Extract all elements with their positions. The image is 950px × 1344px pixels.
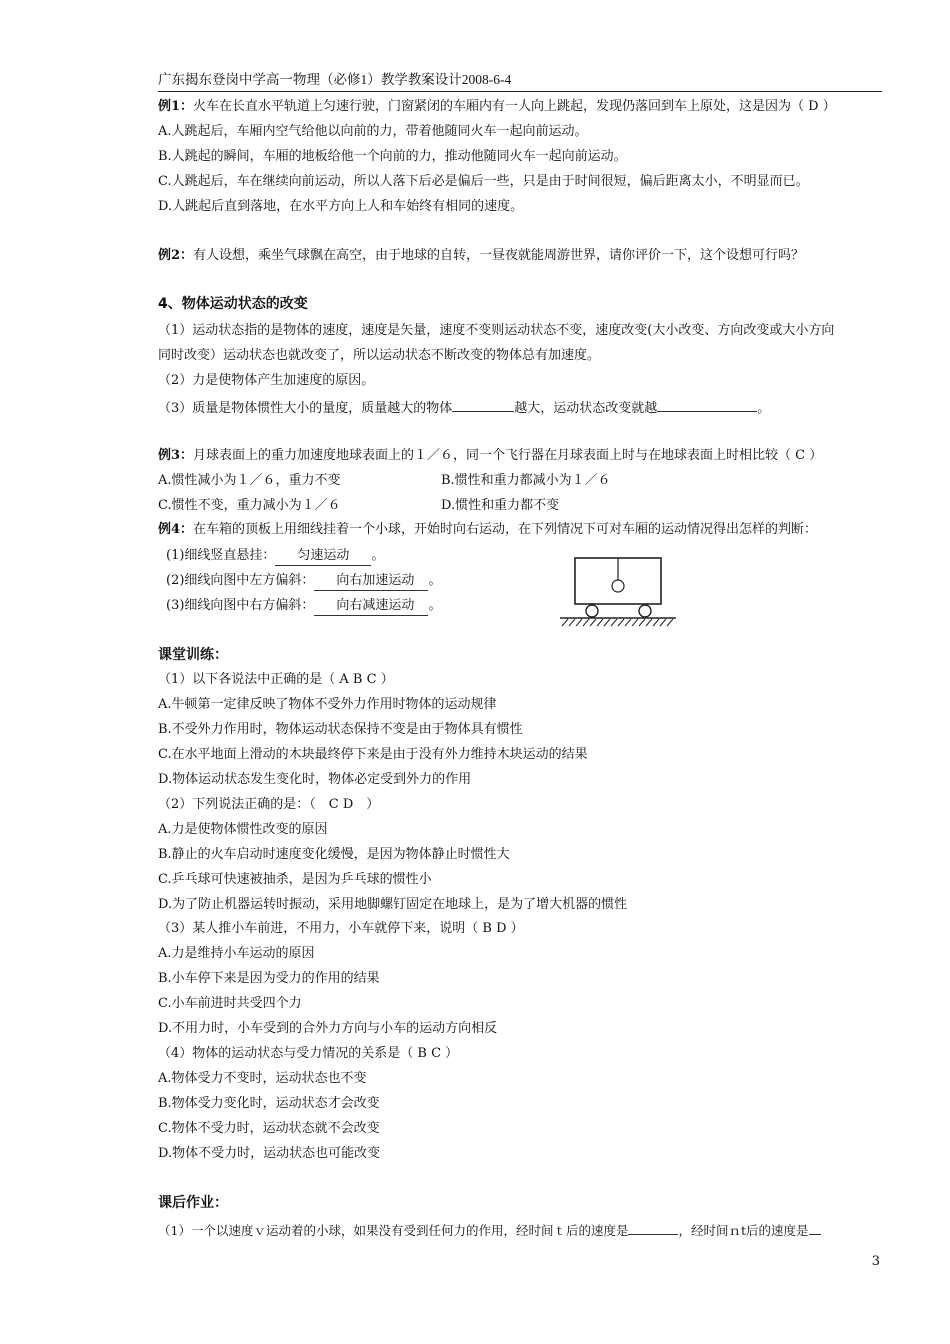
carriage-diagram (557, 554, 679, 634)
practice-q4-option-b: B.物体受力变化时，运动状态才会改变 (158, 1096, 380, 1111)
blank-line (809, 1220, 821, 1235)
practice-q3-option-b: B.小车停下来是因为受力的作用的结果 (158, 971, 380, 986)
section-4-heading: 4、物体运动状态的改变 (158, 296, 308, 312)
practice-q1-option-b: B.不受外力作用时，物体运动状态保持不变是由于物体具有惯性 (158, 722, 523, 737)
practice-q3-option-c: C.小车前进时共受四个力 (158, 996, 302, 1011)
example-1-option-a: A.人跳起后，车厢内空气给他以向前的力，带着他随同火车一起向前运动。 (158, 124, 588, 139)
section-4-para-1-line-2: 同时改变）运动状态也就改变了，所以运动状态不断改变的物体总有加速度。 (158, 348, 601, 363)
hanging-ball (612, 580, 624, 592)
example-3-question: 例3：月球表面上的重力加速度地球表面上的１／６，同一个飞行器在月球表面上时与在地球表面上时相比较（ C ） (158, 448, 823, 463)
section-4-para-1-line-1: （1）运动状态指的是物体的速度，速度是矢量，速度不变则运动状态不变，速度改变(大小改变、方向改变或大小方向 (158, 323, 835, 338)
example-1-option-d: D.人跳起后直到落地，在水平方向上人和车始终有相同的速度。 (158, 199, 524, 214)
practice-q3: （3）某人推小车前进，不用力，小车就停下来，说明（ B D ） (158, 921, 524, 936)
example-3-option-c: C.惯性不变，重力减小为１／６ (158, 498, 341, 513)
blank-line (657, 397, 757, 412)
left-wheel (586, 605, 598, 617)
section-4-para-3: （3）质量是物体惯性大小的量度，质量越大的物体 越大，运动状态改变就越 。 (158, 397, 770, 418)
practice-q4-option-c: C.物体不受力时，运动状态就不会改变 (158, 1121, 380, 1136)
practice-q2-option-a: A.力是使物体惯性改变的原因 (158, 822, 328, 837)
practice-q2-option-c: C.乒乓球可快速被抽杀，是因为乒乓球的惯性小 (158, 872, 432, 887)
practice-q4-option-d: D.物体不受力时，运动状态也可能改变 (158, 1146, 381, 1161)
practice-q1-option-a: A.牛顿第一定律反映了物体不受外力作用时物体的运动规律 (158, 697, 497, 712)
example-3-option-d: D.惯性和重力都不变 (441, 498, 560, 513)
homework-q1: （1）一个以速度ｖ运动着的小球，如果没有受到任何力的作用，经时间ｔ后的速度是 ，经时间ｎt后的速度是 (158, 1220, 821, 1240)
page-header: 广东揭东登岗中学高一物理（必修1）教学教案设计2008-6-4 (158, 68, 882, 92)
example-1-question: 例1：火车在长直水平轨道上匀速行驶，门窗紧闭的车厢内有一人向上跳起，发现仍落回到车上原处，这是因为（ D ） (158, 99, 836, 114)
practice-q2-option-d: D.为了防止机器运转时振动，采用地脚螺钉固定在地球上，是为了增大机器的惯性 (158, 897, 628, 912)
practice-q4: （4）物体的运动状态与受力情况的关系是（ B C ） (158, 1046, 459, 1061)
practice-heading: 课堂训练： (158, 647, 228, 663)
example-1-option-c: C.人跳起后，车在继续向前运动，所以人落下后必是偏后一些，只是由于时间很短，偏后距离太小，不明显而已。 (158, 174, 809, 189)
example-4-item-2: (2)细线向图中左方偏斜： 向右加速运动 。 (166, 572, 441, 591)
homework-heading: 课后作业： (158, 1195, 228, 1211)
practice-q2-option-b: B.静止的火车启动时速度变化缓慢，是因为物体静止时惯性大 (158, 847, 510, 862)
practice-q3-option-d: D.不用力时，小车受到的合外力方向与小车的运动方向相反 (158, 1021, 498, 1036)
blank-line (452, 397, 514, 412)
section-4-para-2: （2）力是使物体产生加速度的原因。 (158, 373, 375, 388)
practice-q4-option-a: A.物体受力不变时，运动状态也不变 (158, 1071, 367, 1086)
practice-q3-option-a: A.力是维持小车运动的原因 (158, 946, 315, 961)
practice-q1-option-d: D.物体运动状态发生变化时，物体必定受到外力的作用 (158, 772, 472, 787)
example-3-option-b: B.惯性和重力都减小为１／６ (441, 473, 611, 488)
example-3-option-a: A.惯性减小为１／６，重力不变 (158, 473, 341, 488)
blank-line (628, 1220, 678, 1235)
practice-q2: （2）下列说法正确的是：（ C D ） (158, 797, 380, 812)
example-4-question: 例4：在车箱的顶板上用细线挂着一个小球，开始时向右运动，在下列情况下可对车厢的运动情况得出怎样的判断： (158, 522, 818, 537)
practice-q1-option-c: C.在水平地面上滑动的木块最终停下来是由于没有外力维持木块运动的结果 (158, 747, 588, 762)
example-1-option-b: B.人跳起的瞬间，车厢的地板给他一个向前的力，推动他随同火车一起向前运动。 (158, 149, 627, 164)
page-number: 3 (871, 1254, 880, 1269)
example-2-question: 例2：有人设想，乘坐气球飘在高空，由于地球的自转，一昼夜就能周游世界，请你评价一下，这个设想可行吗？ (158, 248, 805, 263)
right-wheel (639, 605, 651, 617)
practice-q1: （1）以下各说法中正确的是（ A B C ） (158, 672, 394, 687)
ground-hatching (562, 619, 673, 626)
example-4-item-3: (3)细线向图中右方偏斜： 向右减速运动 。 (166, 597, 441, 616)
example-4-item-1: (1)细线竖直悬挂： 匀速运动 。 (166, 547, 384, 566)
